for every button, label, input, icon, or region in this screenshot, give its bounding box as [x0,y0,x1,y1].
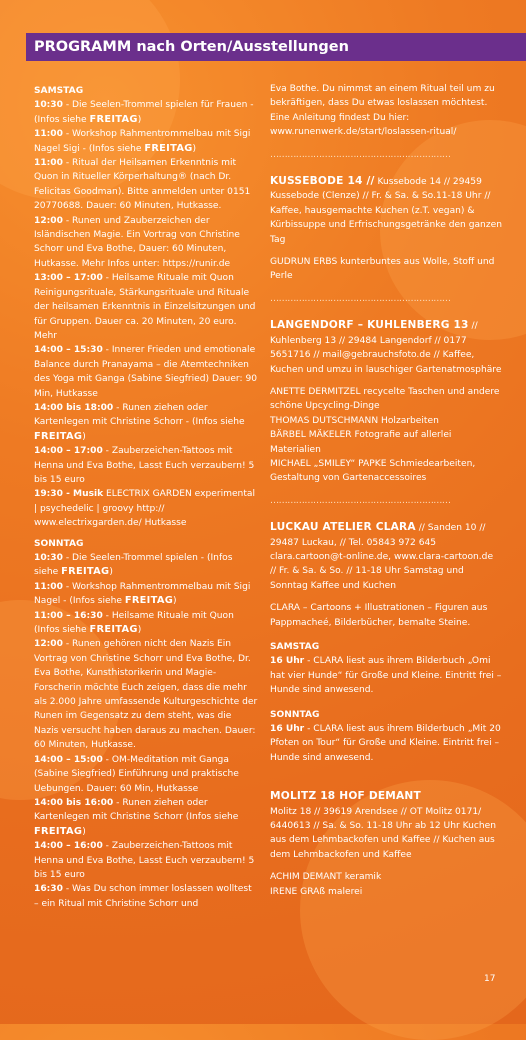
artist-entry: MICHAEL „SMILEY“ PAPKE Schmiedearbeiten, Gestaltung von Gartenaccessoires [270,458,476,484]
program-entry [34,271,258,343]
program-entry [34,343,258,401]
continuation-text: Eva Bothe. Du nimmst an einem Ritual teil um zu bekräftigen, dass Du etwas loslassen möchtest. Eine Anleitung findest Du hier: www.runenwerk.de/start/loslassen-ritual/ [270,84,495,138]
event-text: ELECTRIX GARDEN experimental | psychedelic | groovy http:// www.electrixgarden.de/ Hutkasse [34,489,255,529]
event-time: 16 Uhr [270,656,305,667]
program-entry [34,401,258,444]
program-entry [34,444,258,487]
event-time: 10:30 [34,100,63,111]
venue-name: MOLITZ 18 HOF DEMANT [270,790,421,803]
event-time: 14:00 bis 16:00 [34,797,114,808]
reference-day: FREITAG [89,113,138,125]
event-text: - OM-Meditation mit Ganga (Sabine Siegfried) Einführung und praktische Uebungen. Dauer: 60 Min, Hutkasse [34,754,239,794]
event-text: - Heilsame Rituale mit Quon (Infos siehe [34,610,234,636]
event-text: - Was Du schon immer loslassen wolltest – ein Ritual mit Christine Schorr und [34,884,252,909]
divider: ……………………………………………………… [270,495,451,506]
reference-day: FREITAG [124,595,174,607]
event-time: 19:30 - Musik [34,489,104,500]
event-time: 14:00 – 15:30 [34,345,103,356]
left-column [34,82,258,911]
event-text: - Runen und Zauberzeichen der Isländischen Magie. Ein Vortrag von Christine Schorr und Eva Bothe, Dauer: 60 Minuten, Hutkasse. Mehr Infos unter: https://runir.de [34,215,240,269]
day-heading-samstag: SAMSTAG [270,642,320,652]
event-text: - CLARA liest aus ihrem Bilderbuch „Mit 20 Pfoten on Tour“ für Große und Kleine. Eintritt frei – Hunde sind anwesend. [270,724,501,763]
venue-info: // Kuhlenberg 13 // 29484 Langendorf // 0177 5651716 // mail@gebrauchsfoto.de // Kaffee, Kuchen und umzu in lauschiger Gartenatmosphäre [270,321,502,375]
event-text: - Die Seelen-Trommel spielen für Frauen - (Infos siehe [34,100,254,125]
venue-name: LANGENDORF – KUHLENBERG 13 [270,319,469,332]
divider: ……………………………………………………… [270,149,451,160]
event-text: - Ritual der Heilsamen Erkenntnis mit Quon in Ritueller Körperhaltung® (nach Dr. Felicitas Goodman). Bitte anmelden unter 0151 20770688. Dauer: 60 Minuten, Hutkasse. [34,158,251,212]
samstag-program [34,98,258,530]
artist-entry: THOMAS DUTSCHMANN Holzarbeiten [270,415,439,426]
event-time: 14:00 – 15:00 [34,754,103,765]
venue-luckau [270,520,502,765]
venue-molitz [270,789,502,899]
program-entry [34,637,258,752]
event-text: - Die Seelen-Trommel spielen - (Infos siehe [34,553,233,578]
event-text-end: ) [82,826,86,837]
program-entry [34,487,258,530]
program-entry [34,214,258,272]
event-text: - Innerer Frieden und emotionale Balance durch Pranayama – die Atemtechniken des Yoga mit Ganga (Sabine Siegfried) Dauer: 90 Min, Hutkasse [34,345,258,399]
event-text: - Zauberzeichen-Tattoos mit Henna und Eva Bothe, Lasst Euch verzaubern! 5 bis 15 euro [34,841,255,880]
venue-info: Molitz 18 // 39619 Arendsee // OT Molitz 0171/ 6440613 // Sa. & So. 11-18 Uhr ab 12 Uhr Kuchen aus dem Lehmbackofen und Kaffee // Kuchen aus dem Lehmbackofen und Kaffee [270,806,496,860]
event-time: 12:00 [34,215,63,226]
venue-kussebode [270,174,502,284]
day-heading-samstag: SAMSTAG [34,86,84,96]
reference-day: FREITAG [34,825,83,837]
event-text: - Runen ziehen oder Kartenlegen mit Christine Schorr (Infos siehe [34,797,239,823]
event-text: - Workshop Rahmentrommelbau mit Sigi Nagel - (Infos siehe [34,581,251,607]
event-text: - CLARA liest aus ihrem Bilderbuch „Omi hat vier Hunde“ für Große und Kleine. Eintritt frei – Hunde sind anwesend. [270,656,502,696]
artist-entry: ACHIM DEMANT keramik [270,872,382,883]
event-text-end: ) [137,625,142,636]
reference-day: FREITAG [144,142,193,154]
event-time: 16:30 [34,884,63,895]
event-time: 11:00 – 16:30 [34,610,103,621]
venue-langendorf [270,318,502,485]
program-entry [34,156,258,214]
event-time: 11:00 [34,581,63,592]
right-column [270,82,502,899]
event-text: - Runen ziehen oder Kartenlegen mit Christine Schorr - (Infos siehe [34,402,245,428]
program-entry [34,839,258,882]
event-text-end: ) [137,114,142,125]
event-time: 10:30 [34,553,63,563]
venue-info: Kussebode 14 // 29459 Kussebode (Clenze) // Fr. & Sa. & So.11-18 Uhr // Kaffee, hausgemachte Kuchen (z.T. vegan) & Kürbissuppe und Erfrischungsgetränke den ganzen Tag [270,177,502,245]
event-text: - Runen gehören nicht den Nazis Ein Vortrag von Christine Schorr und Eva Bothe, Dr. Eva Bothe, Kunsthistorikerin und Magie-Forscherin möchte Euch zeigen, dass die mehr als 2.000 Jahre umfassende Kulturgeschichte der Runen im Gegensatz zu dem steht, was die Nazis versucht haben daraus zu machen. Dauer: 60 Minuten, Hutkasse. [34,639,258,751]
program-entry [34,98,258,127]
program-entry [34,551,258,580]
day-heading-sonntag: SONNTAG [270,709,320,720]
reference-day: FREITAG [61,566,110,578]
event-text-end: ) [109,567,113,578]
program-entry [34,580,258,609]
event-time: 14:00 bis 18:00 [34,402,114,413]
artist-entry: ANETTE DERMITZEL recycelte Taschen und andere schöne Upcycling-Dinge [270,386,500,412]
event-text: - Workshop Rahmentrommelbau mit Sigi Nagel Sigi - (Infos siehe [34,129,251,154]
event-time: 12:00 [34,639,63,650]
sonntag-program [34,551,258,911]
event-time: 13:00 – 17:00 [34,273,103,284]
artist-entry: BÄRBEL MÄKELER Fotografie auf allerlei Materialien [270,430,452,455]
program-entry [34,753,258,796]
program-entry [34,796,258,839]
event-text: - Zauberzeichen-Tattoos mit Henna und Eva Bothe, Lasst Euch verzaubern! 5 bis 15 euro [34,446,255,485]
program-entry [34,609,258,638]
program-entry [34,127,258,156]
event-time: 14:00 – 16:00 [34,841,103,852]
event-time: 14:00 – 17:00 [34,446,103,457]
reference-day: FREITAG [89,624,138,636]
divider: ……………………………………………………… [270,293,451,304]
day-heading-sonntag: SONNTAG [34,538,84,549]
event-text-end: ) [192,143,197,154]
event-text-end: ) [82,431,86,442]
program-entry [34,882,258,911]
reference-day: FREITAG [34,430,83,442]
venue-info: // Sanden 10 // 29487 Luckau, // Tel. 05843 972 645 clara.cartoon@t-online.de, www.clara-cartoon.de // Fr. & Sa. & So. // 11-18 Uhr Samstag und Sonntag Kaffee und Kuchen [270,523,494,591]
event-time: 11:00 [34,129,63,140]
artist-entry: GUDRUN ERBS kunterbuntes aus Wolle, Stoff und Perle [270,257,495,282]
page-number: 17 [484,974,496,984]
venue-name: KUSSEBODE 14 // [270,175,375,188]
event-text-end: ) [173,596,177,607]
event-time: 11:00 [34,158,63,169]
event-text: - Heilsame Rituale mit Quon Reinigungsrituale, Stärkungsrituale und Rituale der heilsamen Erkenntnis in Einzelsitzungen und für Gruppen. Dauer ca. 20 Minuten, 20 euro. Mehr [34,273,256,341]
venue-name: LUCKAU ATELIER CLARA [270,521,416,534]
artist-entry: IRENE GRAß malerei [270,886,363,897]
page-title: PROGRAMM nach Orten/Ausstellungen [26,33,526,61]
event-time: 16 Uhr [270,724,305,735]
venue-description: CLARA – Cartoons + Illustrationen – Figuren aus Pappmacheé, Bilderbücher, bemalte Steine. [270,603,488,628]
